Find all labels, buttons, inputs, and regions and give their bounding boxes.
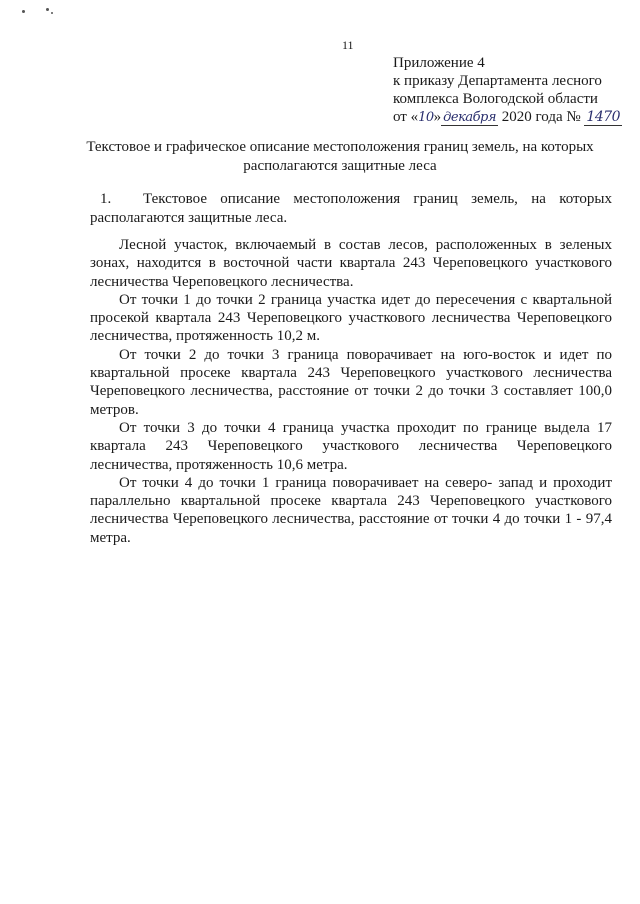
scan-artifact-dot — [51, 12, 53, 14]
section-number: 1. — [100, 191, 112, 207]
appendix-header — [393, 54, 633, 127]
page-number: 11 — [342, 38, 354, 52]
date-year-label: 2020 года № — [501, 109, 581, 125]
paragraph: Лесной участок, включаемый в состав лесов, расположенных в зеленых зонах, находится в восточной части квартала 243 Череповецкого участкового лесничества Череповецкого лесничества. — [90, 237, 612, 290]
handwritten-month: декабря — [443, 110, 496, 125]
paragraph: От точки 4 до точки 1 граница поворачивает на северо- запад и проходит параллельно квартальной просеке квартала 243 Череповецкого участкового лесничества Череповецкого лесничества, расстояние от точки 4 до точки 1 - 97,4 метра. — [90, 474, 612, 546]
appendix-line-3: комплекса Вологодской области — [393, 91, 598, 107]
appendix-line-1: Приложение 4 — [393, 55, 485, 71]
document-title — [70, 138, 610, 176]
date-prefix: от « — [393, 109, 419, 125]
document-body — [90, 236, 612, 547]
paragraph: От точки 1 до точки 2 граница участка идет до пересечения с квартальной просекой квартала 243 Череповецкого участкового лесничества Череповецкого лесничества, протяженность 10,2 м. — [90, 291, 612, 345]
appendix-line-2: к приказу Департамента лесного — [393, 73, 602, 89]
date-quote-close: » — [433, 109, 442, 125]
handwritten-day: 10 — [418, 110, 434, 125]
paragraph: От точки 3 до точки 4 граница участка проходит по границе выдела 17 квартала 243 Череповецкого участкового лесничества Череповецкого лесничества, протяженность 10,6 метра. — [90, 419, 612, 473]
appendix-line-4 — [393, 108, 633, 127]
title-line-2: располагаются защитные леса — [243, 158, 437, 174]
scan-artifact-dot — [46, 8, 49, 11]
scan-artifact-dot — [22, 10, 25, 13]
section-heading — [90, 190, 612, 228]
title-line-1: Текстовое и графическое описание местоположения границ земель, на которых — [86, 139, 594, 155]
section-heading-text: Текстовое описание местоположения границ земель, на которых располагаются защитные леса. — [90, 191, 612, 226]
handwritten-order-number: 1470 — [586, 109, 621, 125]
paragraph: От точки 2 до точки 3 граница поворачивает на юго-восток и идет по квартальной просеке квартала 243 Череповецкого участкового лесничества Череповецкого лесничества, расстояние от точки 2 до точки 3 составляет 100,0 метров. — [90, 346, 612, 418]
